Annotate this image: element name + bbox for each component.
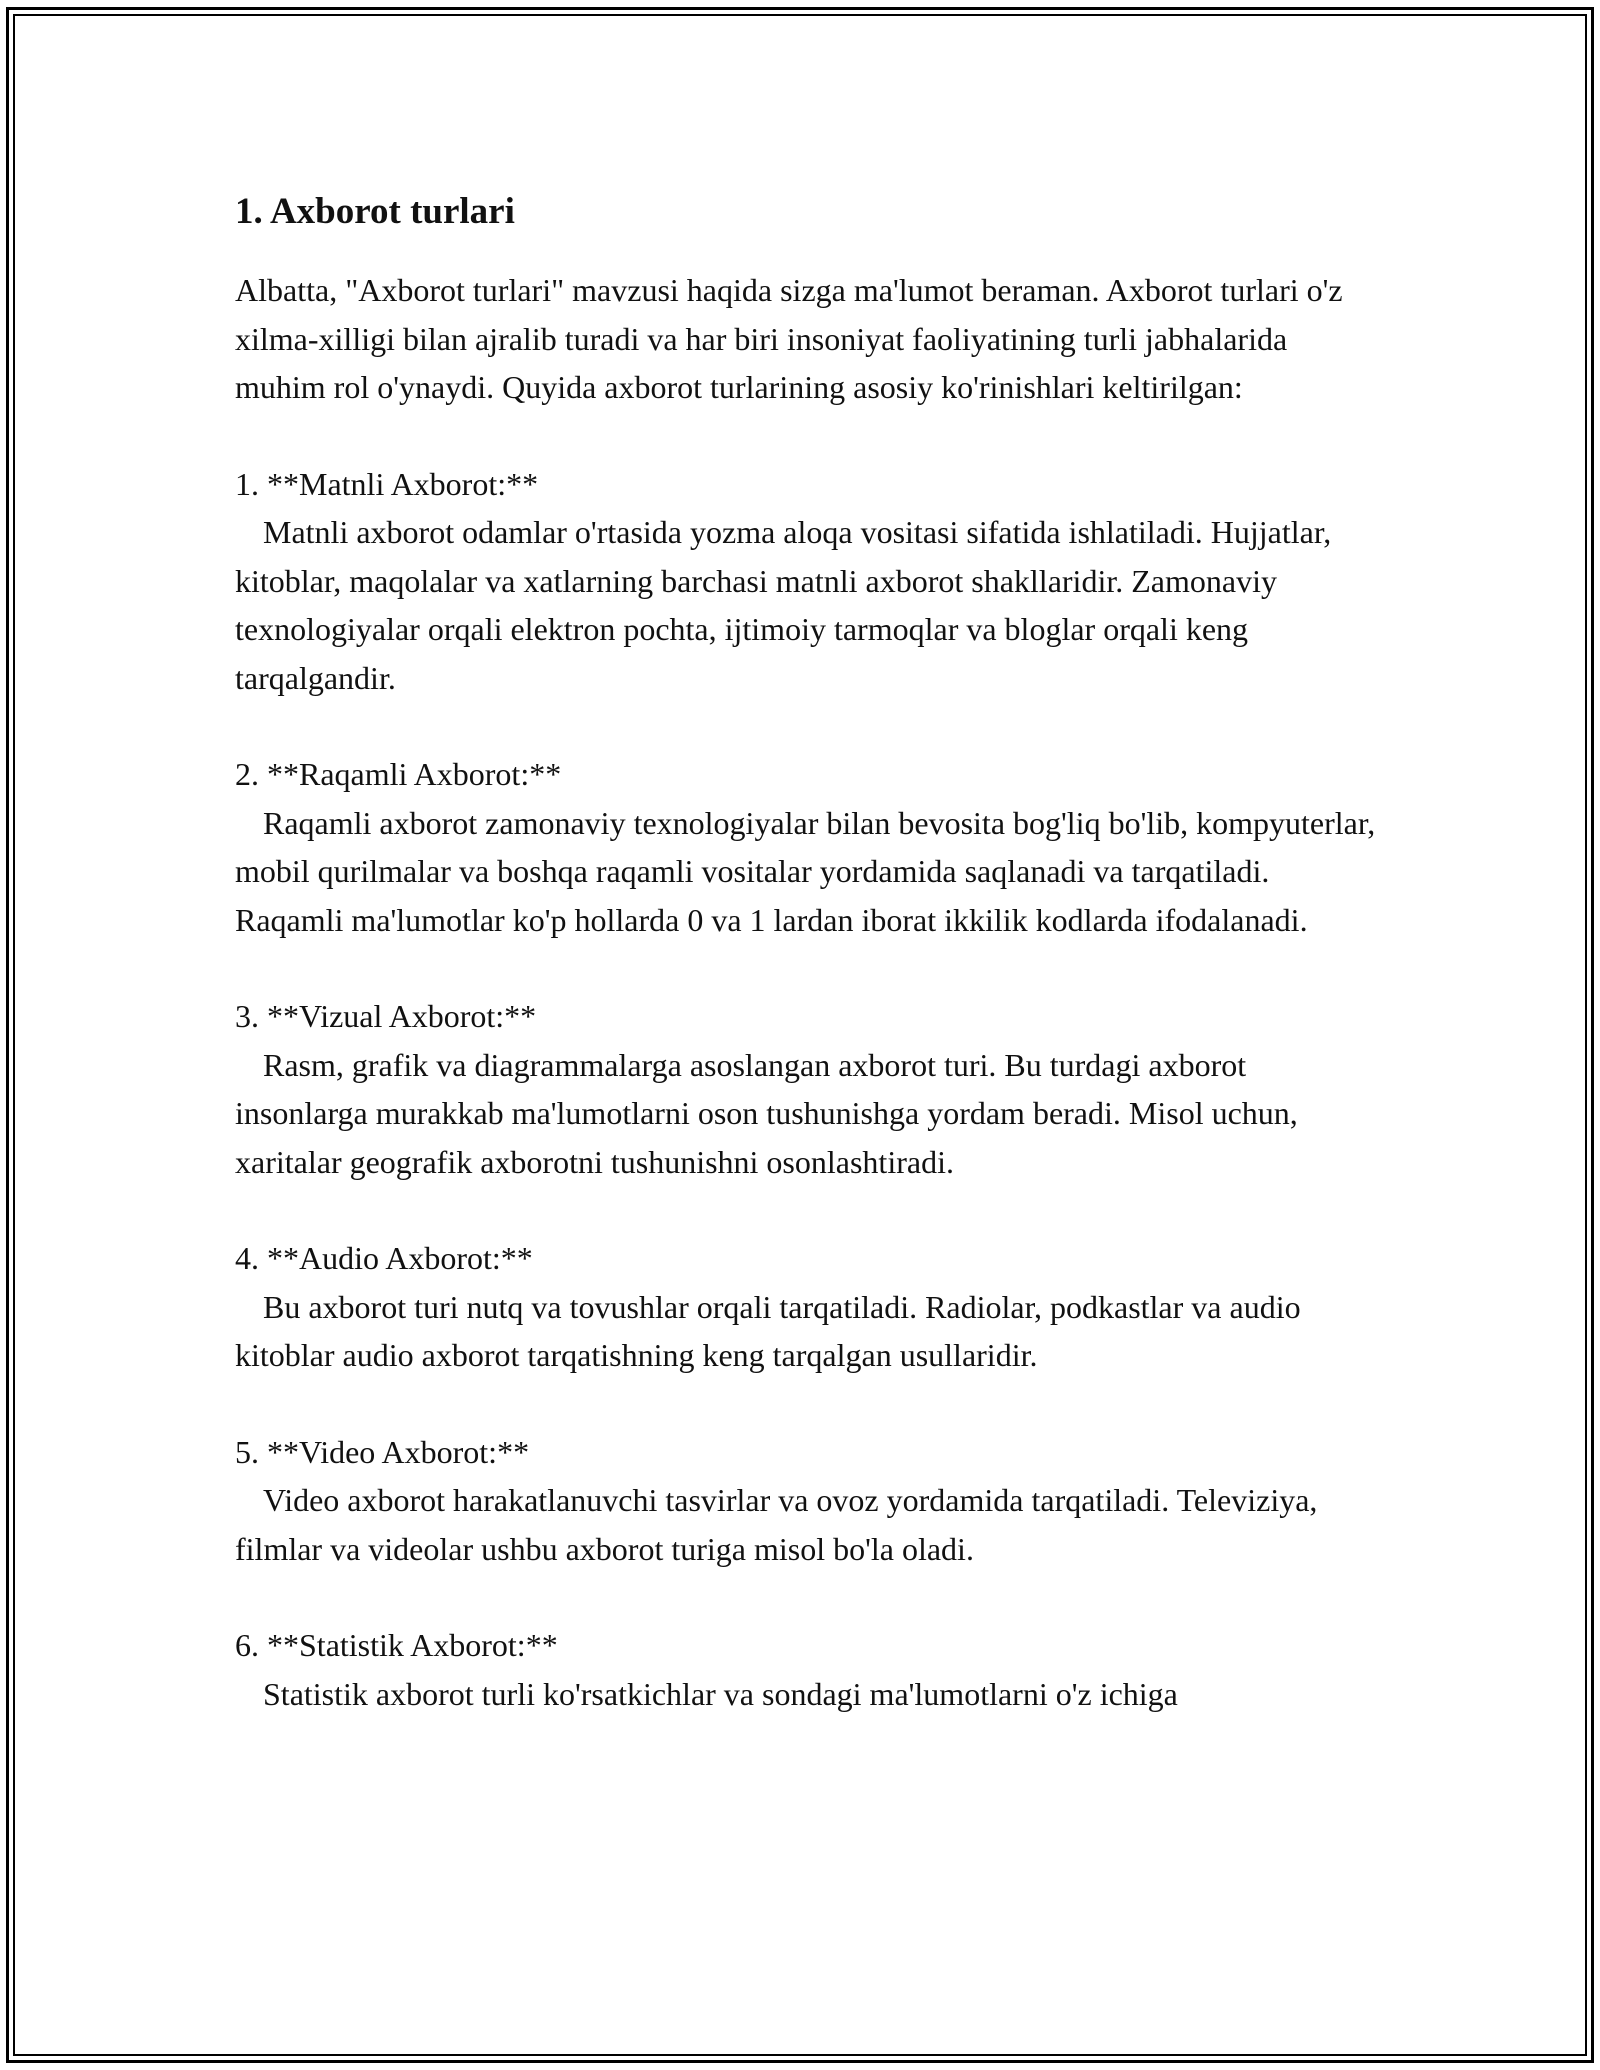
section-body: Raqamli axborot zamonaviy texnologiyalar bilan bevosita bog'liq bo'lib, kompyuterlar, mobil qurilmalar va boshqa raqamli vositalar yordamida saqlanadi va tarqatiladi. Raqamli ma'lumotlar ko'p hollarda 0 va 1 lardan iborat ikkilik kodlarda ifodalanadi. <box>235 804 1376 938</box>
section-video-information <box>235 1428 1385 1574</box>
section-body: Statistik axborot turli ko'rsatkichlar va sondagi ma'lumotlarni o'z ichiga <box>263 1675 1178 1712</box>
section-heading: 6. **Statistik Axborot:** <box>235 1627 558 1663</box>
section-body: Bu axborot turi nutq va tovushlar orqali tarqatiladi. Radiolar, podkastlar va audio kitoblar audio axborot tarqatishning keng tarqalgan usullaridir. <box>235 1288 1301 1373</box>
section-visual-information <box>235 992 1385 1186</box>
section-body: Rasm, grafik va diagrammalarga asoslangan axborot turi. Bu turdagi axborot insonlarga murakkab ma'lumotlarni oson tushunishga yordam beradi. Misol uchun, xaritalar geografik axborotni tushunishni osonlashtiradi. <box>235 1046 1298 1180</box>
section-audio-information <box>235 1234 1385 1380</box>
section-heading: 4. **Audio Axborot:** <box>235 1240 533 1276</box>
section-body: Matnli axborot odamlar o'rtasida yozma aloqa vositasi sifatida ishlatiladi. Hujjatlar, kitoblar, maqolalar va xatlarning barchasi matnli axborot shakllaridir. Zamonaviy texnologiyalar orqali elektron pochta, ijtimoiy tarmoqlar va bloglar orqali keng tarqalgandir. <box>235 514 1332 696</box>
section-heading: 1. **Matnli Axborot:** <box>235 465 539 502</box>
section-heading: 5. **Video Axborot:** <box>235 1433 530 1470</box>
page-title: 1. Axborot turlari <box>235 191 515 232</box>
intro-paragraph: Albatta, "Axborot turlari" mavzusi haqida sizga ma'lumot beraman. Axborot turlari o'z xilma-xilligi bilan ajralib turadi va har biri insoniyat faoliyatining turli jabhalarida muhim rol o'ynaydi. Quyida axborot turlarining asosiy ko'rinishlari keltirilgan: <box>235 272 1343 405</box>
section-body: Video axborot harakatlanuvchi tasvirlar va ovoz yordamida tarqatiladi. Televiziya, filmlar va videolar ushbu axborot turiga misol bo'la oladi. <box>235 1482 1318 1567</box>
section-heading: 3. **Vizual Axborot:** <box>235 998 537 1034</box>
section-digital-information <box>235 750 1385 944</box>
document-content <box>235 186 1385 1718</box>
section-heading: 2. **Raqamli Axborot:** <box>235 756 562 792</box>
section-statistical-information <box>235 1621 1385 1718</box>
section-text-information <box>235 460 1385 703</box>
